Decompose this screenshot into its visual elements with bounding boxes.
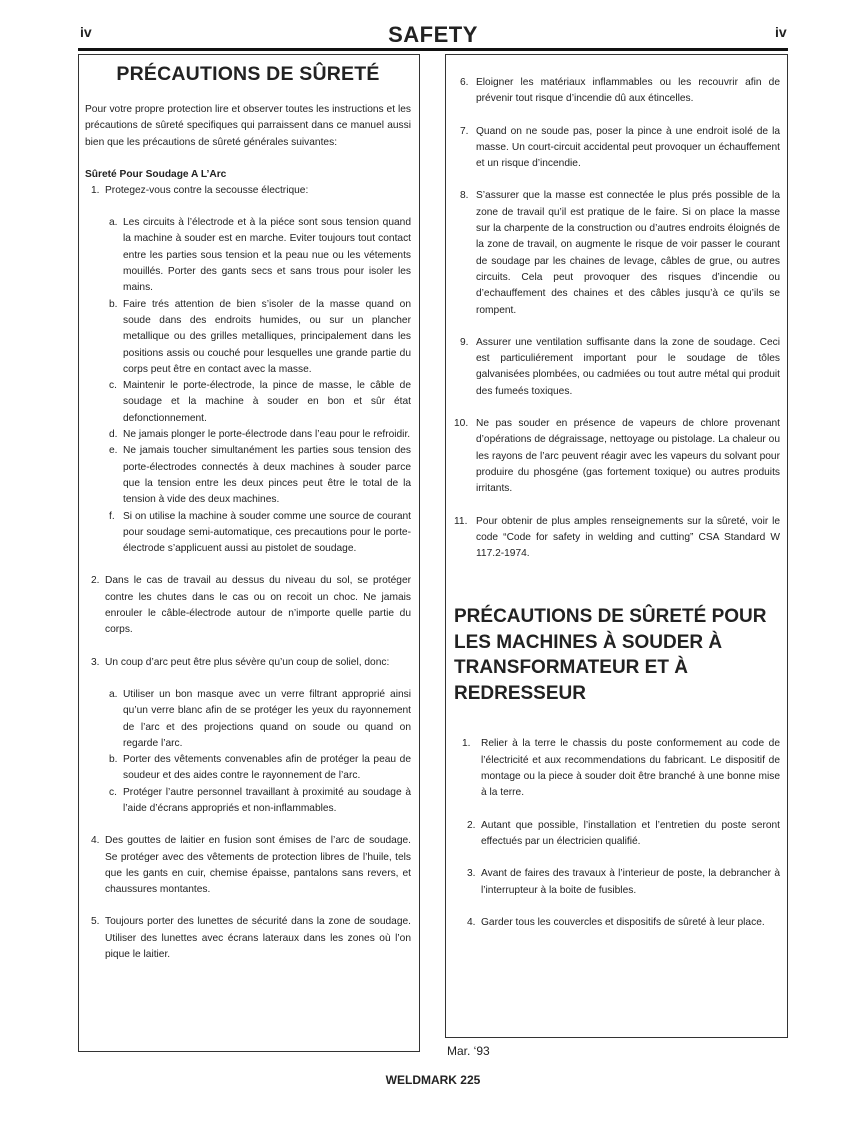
list-item-text: Pour obtenir de plus amples renseignements sur la sûreté, voir le code “Code for safety in welding and cutting” CSA Standard W 117.2-1974. <box>476 515 780 560</box>
sub-item-letter: c. <box>109 380 117 392</box>
list-item-text: Toujours porter des lunettes de sécurité dans la zone de soudage. Utiliser des lunettes avec écrans lateraux dans les zones où l’on pique le laitier. <box>105 916 411 961</box>
list-item <box>454 75 780 108</box>
list-item <box>85 573 411 638</box>
sub-list-item <box>85 443 411 508</box>
list-item <box>85 655 411 671</box>
sub-list-item <box>85 687 411 752</box>
sub-item-text: Faire trés attention de bien s’isoler de la masse quand on soude dans des endroits humides, ou sur un plancher metallique ou des grilles metalliques, principalement dans les positions assis ou couché pour lesquelles une grande partie du corps peut être en contact avec la masse. <box>123 298 411 375</box>
list-item <box>85 833 411 898</box>
sub-item-letter: a. <box>109 688 118 700</box>
intro-paragraph: Pour votre propre protection lire et observer toutes les instructions et les précautions de sûreté specifiques qui parraissent dans ce manuel aussi bien que les précautions de sûreté générales suivantes: <box>85 104 411 148</box>
list-item-number: 3. <box>91 656 100 668</box>
list-item-number: 3. <box>467 868 476 880</box>
transformer-safety-title: PRÉCAUTIONS DE SÛRETÉ POUR LES MACHINES À SOUDER À TRANSFORMATEUR ET À REDRESSEUR <box>454 606 767 704</box>
sub-item-text: Utiliser un bon masque avec un verre filtrant approprié ainsi qu’un verre blanc afin de se protéger les yeux du rayonnement de l’arc et des projections quand on soude ou quand on regarde l’arc. <box>123 688 411 749</box>
sub-item-text: Ne jamais plonger le porte-électrode dans l’eau pour le refroidir. <box>123 429 411 441</box>
list-item-number: 4. <box>91 835 100 847</box>
list-item-number: 1. <box>91 184 100 196</box>
sub-item-text: Les circuits à l’électrode et à la piéce sont sous tension quand la machine à souder est en marche. Eviter toujours tout contact entre les parties sous tension et la peau nue ou les vétements mouillés. Porter des gants secs et sans trous pour isoler les mains. <box>123 217 411 294</box>
list-item-text: Garder tous les couvercles et dispositifs de sûreté à leur place. <box>481 916 765 928</box>
list-item-number: 9. <box>460 336 469 348</box>
right-column-box <box>445 54 788 1038</box>
list-item-number: 4. <box>467 916 476 928</box>
list-item <box>454 736 780 801</box>
list-item <box>454 866 780 899</box>
sub-item-letter: a. <box>109 217 118 229</box>
sub-item-text: Si on utilise la machine à souder comme une source de courant pour soudage semi-automatique, ces precautions pour le porte-électrode s’applicuent aussi au pistolet de soudage. <box>123 510 411 555</box>
sub-item-text: Protéger l’autre personnel travaillant à proximité au soudage à l’aide d’écrans appropriés et non-inflammables. <box>123 786 411 814</box>
list-item-text: Dans le cas de travail au dessus du niveau du sol, se protéger contre les chutes dans le cas ou on recoit un choc. Ne jamais enrouler le câble-électrode autour de n’importe quelle partie du corps. <box>105 575 411 636</box>
arc-welding-subheading: Sûreté Pour Soudage A L’Arc <box>85 168 227 180</box>
list-item <box>454 124 780 173</box>
sub-list-item <box>85 378 411 427</box>
list-item-number: 2. <box>467 819 476 831</box>
list-item-number: 5. <box>91 916 100 928</box>
sub-item-letter: b. <box>109 754 118 766</box>
sub-item-text: Maintenir le porte-électrode, la pince de masse, le câble de soudage et la machine à souder en bon et sûr état defonctionnement. <box>123 380 411 424</box>
sub-item-text: Ne jamais toucher simultanément les parties sous tension des porte-électrodes connectés à deux machines à souder parce que la tension entre les deux pinces peut être le total de la tension à vide des deux machines. <box>123 445 411 506</box>
page-title: SAFETY <box>388 22 478 47</box>
sub-item-letter: e. <box>109 445 118 457</box>
sub-item-letter: f. <box>109 510 115 522</box>
left-column-box <box>78 54 420 1052</box>
list-item <box>454 514 780 563</box>
sub-list-item <box>85 509 411 558</box>
product-name: WELDMARK 225 <box>385 1073 481 1087</box>
sub-list-item <box>85 215 411 296</box>
list-item-text: Autant que possible, l’installation et l’entretien du poste seront effectués par un électricien qualifié. <box>481 819 780 847</box>
transformer-list <box>454 736 780 931</box>
sub-list-item <box>85 297 411 378</box>
page-number-right: iv <box>775 24 787 40</box>
list-item <box>454 818 780 851</box>
sub-list-item <box>85 752 411 785</box>
list-item <box>454 188 780 318</box>
right-list <box>454 75 780 562</box>
header-rule <box>78 48 788 51</box>
list-item <box>85 914 411 963</box>
list-item-text: Protegez-vous contre la secousse électrique: <box>105 184 309 196</box>
list-item-text: Avant de faires des travaux à l’interieur de poste, la debrancher à l’interrupteur à la boite de fusibles. <box>481 868 780 896</box>
left-list <box>85 183 411 963</box>
sub-list-item <box>85 427 411 443</box>
sub-item-letter: d. <box>109 429 118 441</box>
list-item-number: 10. <box>454 418 469 430</box>
sub-list-item <box>85 785 411 818</box>
list-item <box>85 183 411 199</box>
list-item-number: 6. <box>460 77 469 88</box>
list-item-text: Quand on ne soude pas, poser la pince à une endroit isolé de la masse. Un court-circuit accidental peut provoquer un échauffement et un risque d’incendie. <box>476 125 780 170</box>
page-number-left: iv <box>80 24 92 40</box>
list-item-number: 8. <box>460 190 469 202</box>
list-item-number: 1. <box>462 738 471 750</box>
list-item-text: Ne pas souder en présence de vapeurs de chlore provenant d’opérations de dégraissage, nettoyage ou pistolage. La chaleur ou les rayons de l’arc peuvent réagir avec les vapeurs du solvant pour produire du phosgéne (gas fortement toxique) ou autres produits irritants. <box>476 418 780 495</box>
sub-item-letter: c. <box>109 786 117 798</box>
list-item-text: Des gouttes de laitier en fusion sont émises de l’arc de soudage. Se protéger avec des vêtements de protection libres de l’huile, tels que les gants en cuir, chemise épaisse, pantalons sans revers, et chaussures montantes. <box>105 835 411 896</box>
sub-item-letter: b. <box>109 298 118 310</box>
safety-precautions-title: PRÉCAUTIONS DE SÛRETÉ <box>116 63 380 85</box>
list-item-text: Relier à la terre le chassis du poste conformement au code de l’électricité et aux recommendations du fabricant. Le dispositif de montage ou la piece à souder doit être branché à une bonne mise à la terre. <box>481 738 780 799</box>
list-item-text: Assurer une ventilation suffisante dans la zone de soudage. Ceci est particuliérement important pour le soudage de tôles galvanisées plombées, ou cadmiées ou tout autre métal qui produit des fumeés toxiques. <box>476 336 780 397</box>
revision-date: Mar. ‘93 <box>447 1044 490 1058</box>
list-item <box>454 416 780 497</box>
list-item <box>454 335 780 400</box>
list-item-number: 2. <box>91 575 100 587</box>
list-item-text: S’assurer que la masse est connectée le plus prés possible de la zone de travail qu’il est pratique de le faire. Si on place la masse sur la charpente de la construction ou d’autres endroits éloignés de la zone de travail, on augmente le risque de voir passer le courant de soudage par les chaines de levage, câbles de grue, ou autres circuits. Cela peut provoquer des risques d’incendie ou d’echauffement des chaines et des câbles jusqu’à ce qu’ils se rompent. <box>476 190 780 316</box>
list-item-text: Un coup d’arc peut être plus sévère qu’un coup de soliel, donc: <box>105 656 390 668</box>
list-item-number: 11. <box>454 515 468 527</box>
sub-item-text: Porter des vêtements convenables afin de protéger la peau de soudeur et des aides contre le rayonnement de l’arc. <box>123 754 411 782</box>
list-item-number: 7. <box>460 125 469 137</box>
list-item <box>454 915 780 931</box>
list-item-text: Eloigner les matériaux inflammables ou les recouvrir afin de prévenir tout risque d’incendie dû aux étincelles. <box>476 77 780 105</box>
